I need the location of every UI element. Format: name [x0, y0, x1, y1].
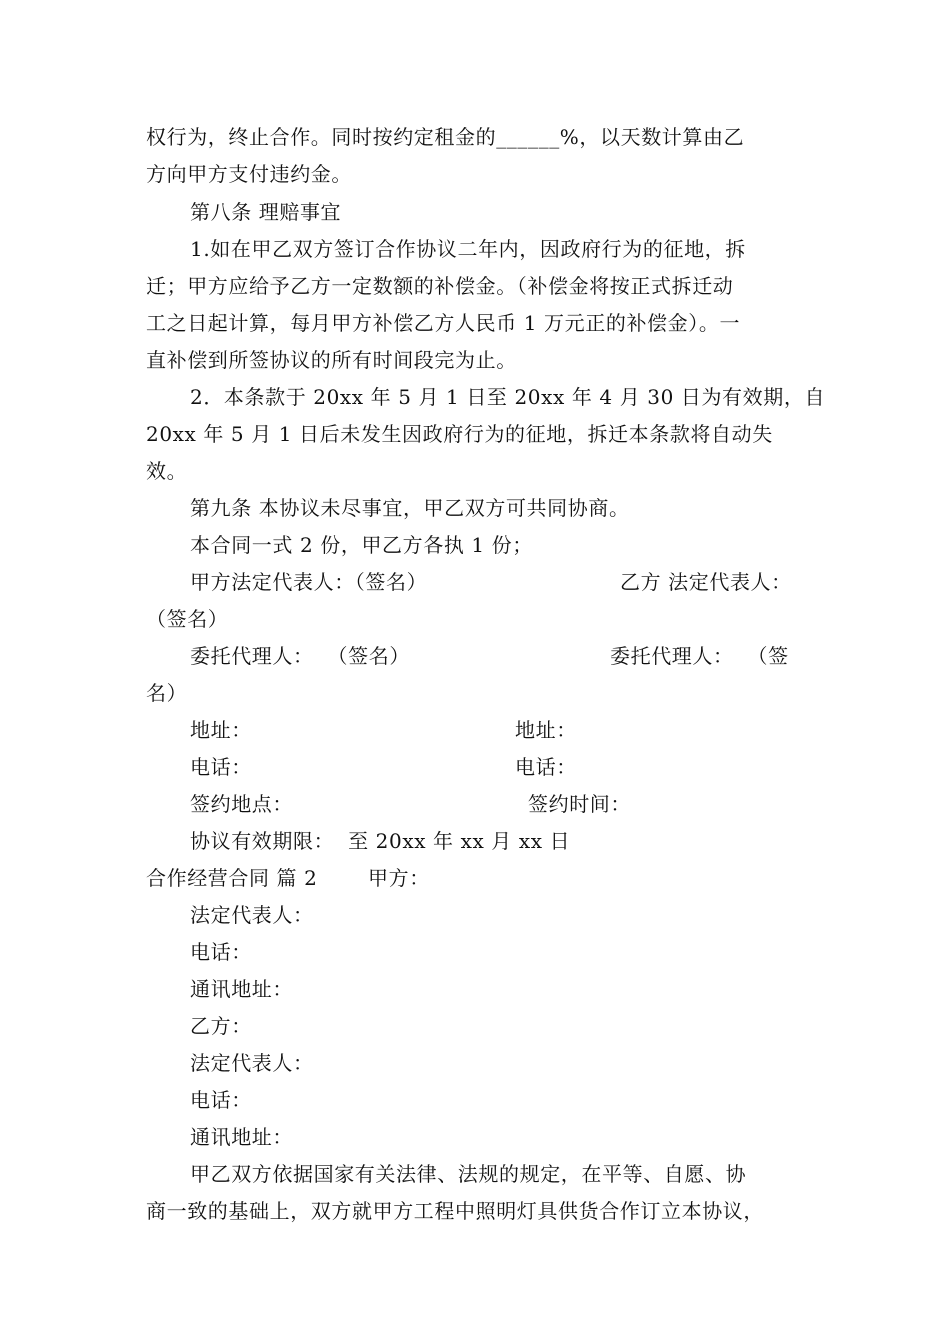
validity-period-line: 协议有效期限： 至 20xx 年 xx 月 xx 日: [190, 829, 571, 853]
field-label: 电话：: [190, 1088, 252, 1112]
paragraph-line: 商一致的基础上，双方就甲方工程中照明灯具供货合作订立本协议，: [146, 1199, 764, 1223]
signature-placeholder: （签名）: [146, 607, 229, 631]
article-heading: 第八条 理赔事宜: [190, 200, 342, 224]
party-b-phone-label: 电话：: [515, 755, 577, 779]
paragraph-line: 直补偿到所签协议的所有时间段完为止。: [146, 348, 517, 372]
party-a-agent-label: 委托代理人： （签名）: [190, 644, 410, 668]
paragraph-line: 2．本条款于 20xx 年 5 月 1 日至 20xx 年 4 月 30 日为有效期，自: [190, 385, 826, 409]
paragraph-line: 方向甲方支付违约金。: [146, 162, 352, 186]
signing-place-label: 签约地点：: [190, 792, 293, 816]
party-a-representative-label: 甲方法定代表人：（签名）: [190, 570, 428, 594]
signing-time-label: 签约时间：: [528, 792, 631, 816]
party-b-address-label: 地址：: [515, 718, 577, 742]
party-a-label: 甲方：: [368, 866, 430, 890]
paragraph-line: 20xx 年 5 月 1 日后未发生因政府行为的征地，拆迁本条款将自动失: [146, 422, 773, 446]
article-heading: 第九条 本协议未尽事宜，甲乙双方可共同协商。: [190, 496, 630, 520]
signature-placeholder: 名）: [146, 681, 188, 705]
paragraph-line: 1.如在甲乙双方签订合作协议二年内，因政府行为的征地，拆: [190, 237, 746, 261]
party-b-representative-label: 乙方 法定代表人：: [620, 570, 792, 594]
party-a-address-label: 地址：: [190, 718, 252, 742]
paragraph-line: 甲乙双方依据国家有关法律、法规的规定，在平等、自愿、协: [190, 1162, 747, 1186]
party-b-label: 乙方：: [190, 1014, 252, 1038]
field-label: 法定代表人：: [190, 1051, 314, 1075]
paragraph-line: 本合同一式 2 份，甲乙方各执 1 份；: [190, 533, 533, 557]
paragraph-line: 迁；甲方应给予乙方一定数额的补偿金。（补偿金将按正式拆迁动: [146, 274, 734, 298]
field-label: 电话：: [190, 940, 252, 964]
section-title: 合作经营合同 篇 2: [146, 866, 318, 890]
field-label: 通讯地址：: [190, 1125, 293, 1149]
field-label: 通讯地址：: [190, 977, 293, 1001]
paragraph-line: 权行为，终止合作。同时按约定租金的______%，以天数计算由乙: [146, 125, 745, 149]
paragraph-line: 效。: [146, 459, 188, 483]
paragraph-line: 工之日起计算，每月甲方补偿乙方人民币 1 万元正的补偿金）。一: [146, 311, 741, 335]
field-label: 法定代表人：: [190, 903, 314, 927]
party-b-agent-label: 委托代理人： （签: [610, 644, 789, 668]
party-a-phone-label: 电话：: [190, 755, 252, 779]
